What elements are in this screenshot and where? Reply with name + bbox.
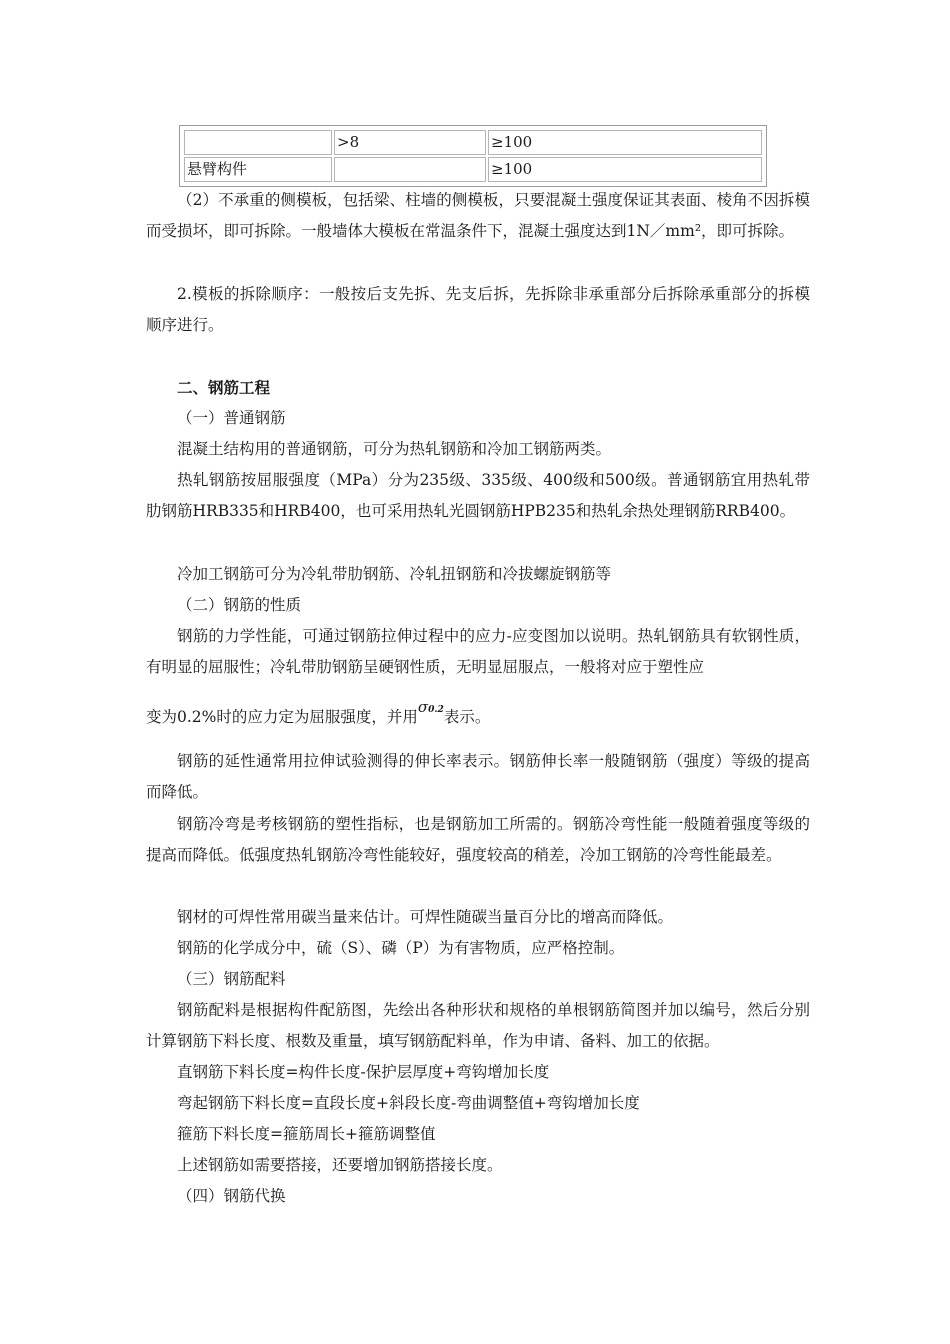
subheading-steel-properties: （二）钢筋的性质: [177, 596, 302, 614]
table-cell: 悬臂构件: [184, 157, 332, 182]
sigma-letter: σ: [417, 698, 429, 716]
paragraph-hot-rolled: 热轧钢筋按屈服强度（MPa）分为235级、335级、400级和500级。普通钢筋宜用热轧带肋钢筋HRB335和HRB400，也可采用热轧光圆钢筋HPB235和热轧余热处理钢筋RRB400。: [146, 471, 810, 520]
text-run: 表示。: [443, 708, 491, 726]
paragraph-batching: 钢筋配料是根据构件配筋图，先绘出各种形状和规格的单根钢筋简图并加以编号，然后分别计算钢筋下料长度、根数及重量，填写钢筋配料单，作为申请、备料、加工的依据。: [146, 1001, 810, 1050]
table-cell: ≥100: [488, 157, 762, 182]
paragraph-chemical: 钢筋的化学成分中，硫（S）、磷（P）为有害物质，应严格控制。: [177, 939, 625, 957]
paragraph-mechanical: 钢筋的力学性能，可通过钢筋拉伸过程中的应力-应变图加以说明。热轧钢筋具有软钢性质，有明显的屈服性；冷轧带肋钢筋呈硬钢性质，无明显屈服点，一般将对应于塑性应: [146, 627, 810, 676]
table-cell: [334, 157, 486, 182]
subheading-steel-substitution: （四）钢筋代换: [177, 1187, 286, 1205]
sigma-subscript: 0.2: [428, 705, 444, 715]
table-row: [184, 157, 762, 182]
section-heading-steel: 二、钢筋工程: [177, 378, 271, 397]
subheading-steel-batching: （三）钢筋配料: [177, 970, 286, 988]
paragraph-side-formwork: （2）不承重的侧模板，包括梁、柱墙的侧模板，只要混凝土强度保证其表面、棱角不因拆模而受损坏，即可拆除。一般墙体大模板在常温条件下，混凝土强度达到1N／mm²，即可拆除。: [146, 191, 810, 240]
paragraph-weldability: 钢材的可焊性常用碳当量来估计。可焊性随碳当量百分比的增高而降低。: [177, 908, 674, 926]
table-row: [184, 130, 762, 155]
paragraph-removal-order: 2.模板的拆除顺序：一般按后支先拆、先支后拆，先拆除非承重部分后拆除承重部分的拆模顺序进行。: [146, 285, 810, 334]
formwork-table: [179, 125, 767, 187]
subheading-ordinary-steel: （一）普通钢筋: [177, 409, 286, 427]
formula-straight-bar: 直钢筋下料长度=构件长度-保护层厚度+弯钩增加长度: [177, 1063, 550, 1081]
table-cell: [184, 130, 332, 155]
table-cell: >8: [334, 130, 486, 155]
formula-stirrup: 箍筋下料长度=箍筋周长+箍筋调整值: [177, 1125, 436, 1143]
paragraph-yield-strength: [146, 698, 491, 736]
paragraph-cold-worked: 冷加工钢筋可分为冷轧带肋钢筋、冷轧扭钢筋和冷拔螺旋钢筋等: [177, 565, 612, 583]
sigma-symbol: [418, 698, 444, 716]
paragraph-steel-types: 混凝土结构用的普通钢筋，可分为热轧钢筋和冷加工钢筋两类。: [177, 440, 612, 458]
formula-bent-bar: 弯起钢筋下料长度=直段长度+斜段长度-弯曲调整值+弯钩增加长度: [177, 1094, 640, 1112]
table-cell: ≥100: [488, 130, 762, 155]
paragraph-ductility: 钢筋的延性通常用拉伸试验测得的伸长率表示。钢筋伸长率一般随钢筋（强度）等级的提高而降低。: [146, 752, 810, 801]
paragraph-cold-bend: 钢筋冷弯是考核钢筋的塑性指标，也是钢筋加工所需的。钢筋冷弯性能一般随着强度等级的提高而降低。低强度热轧钢筋冷弯性能较好，强度较高的稍差，冷加工钢筋的冷弯性能最差。: [146, 815, 810, 864]
paragraph-lap-length: 上述钢筋如需要搭接，还要增加钢筋搭接长度。: [177, 1156, 503, 1174]
text-run: 变为0.2%时的应力定为屈服强度，并用: [146, 708, 418, 726]
